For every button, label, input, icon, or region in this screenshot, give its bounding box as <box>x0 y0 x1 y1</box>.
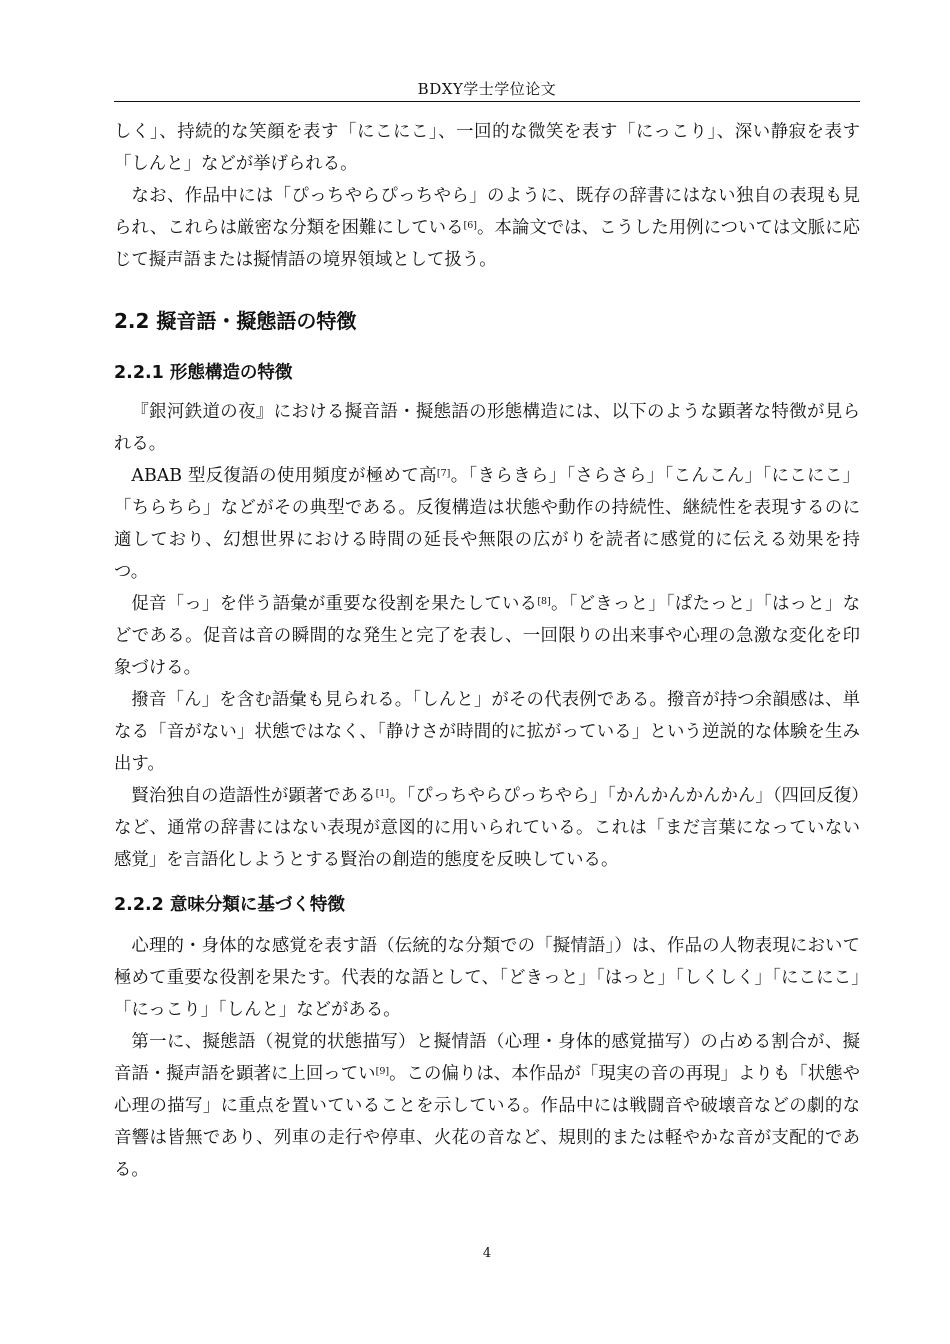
paragraph-intro: 『銀河鉄道の夜』における擬音語・擬態語の形態構造には、以下のような顕著な特徴が見られる。 <box>114 402 860 454</box>
paragraph-text: 。「ぴっちやらぴっちやら」「かんかんかんかん」（四回反復）など、通常の辞書にはない表現が意図的に用いられている。これは「まだ言葉になっていない感覚」を言語化しようとする賢治の創造的態度を反映している。 <box>114 786 860 870</box>
subsection-heading-2-2-1: 2.2.1 形態構造の特徴 <box>114 363 293 383</box>
subsection-heading-2-2-2: 2.2.2 意味分類に基づく特徴 <box>114 895 345 915</box>
paragraph-text: 。「どきっと」「ぱたっと」「はっと」などである。促音は音の瞬間的な発生と完了を表し、一回限りの出来事や心理の急激な変化を印象づける。 <box>114 594 860 678</box>
citation-ref: [8] <box>537 596 551 607</box>
paragraph-sokuon <box>114 588 860 684</box>
paragraph-text: 第一に、擬態語（視覚的状態描写）と擬情語（心理・身体的感覚描写）の占める割合が、擬音語・擬声語を顕著に上回ってい <box>114 1032 860 1084</box>
paragraph-proportion <box>114 1026 860 1186</box>
page-number: 4 <box>482 1246 492 1261</box>
section-heading-2-2: 2.2 擬音語・擬態語の特徴 <box>114 309 357 333</box>
citation-ref: [9] <box>375 1066 390 1077</box>
paragraph-abab-reduplication <box>114 460 860 588</box>
citation-ref: [6] <box>463 220 478 231</box>
running-header: BDXY学士学位论文 <box>417 80 557 98</box>
paragraph-text: 。「きらきら」「さらさら」「こんこん」「にこにこ」「ちらちら」などがその典型である。反復構造は状態や動作の持続性、継続性を表現するのに適しており、幻想世界における時間の延長や無限の広がりを読者に感覚的に伝える効果を持つ。 <box>114 466 860 582</box>
citation-ref: [1] <box>375 788 390 799</box>
header-rule <box>114 101 860 102</box>
paragraph-text: 。本論文では、こうした用例については文脈に応じて擬声語または擬情語の境界領域として扱う。 <box>114 218 861 270</box>
paragraph-text: ABAB 型反復語の使用頻度が極めて高 <box>131 466 437 486</box>
paragraph-continued: しく」、持続的な笑顔を表す「にこにこ」、一回的な微笑を表す「にっこり」、深い静寂を表す「しんと」などが挙げられる。 <box>114 122 860 174</box>
paragraph-note-on-coinages <box>114 180 860 276</box>
paragraph-text: 。この偏りは、本作品が「現実の音の再現」よりも「状態や心理の描写」に重点を置いていることを示している。作品中には戦闘音や破壊音などの劇的な音響は皆無であり、列車の走行や停車、火花の音など、規則的または軽やかな音が支配的である。 <box>114 1064 860 1180</box>
paragraph-hatsuon: 撥音「ん」を含む語彙も見られる。「しんと」がその代表例である。撥音が持つ余韻感は、単なる「音がない」状態ではなく、「静けさが時間的に拡がっている」という逆説的な体験を生み出す。 <box>114 690 860 774</box>
citation-ref: [7] <box>436 468 451 479</box>
paragraph-text: なお、作品中には「ぴっちやらぴっちやら」のように、既存の辞書にはない独自の表現も見られ、これらは厳密な分類を困難にしている <box>114 186 860 238</box>
paragraph-text: 賢治独自の造語性が顕著である <box>131 786 376 806</box>
page-body <box>114 116 860 1186</box>
paragraph-text: 促音「っ」を伴う語彙が重要な役割を果たしている <box>131 594 538 614</box>
paragraph-coinage <box>114 780 860 876</box>
paragraph-mimetic-emotion: 心理的・身体的な感覚を表す語（伝統的な分類での「擬情語」）は、作品の人物表現において極めて重要な役割を果たす。代表的な語として、「どきっと」「はっと」「しくしく」「にこにこ」「にっこり」「しんと」などがある。 <box>114 936 860 1020</box>
